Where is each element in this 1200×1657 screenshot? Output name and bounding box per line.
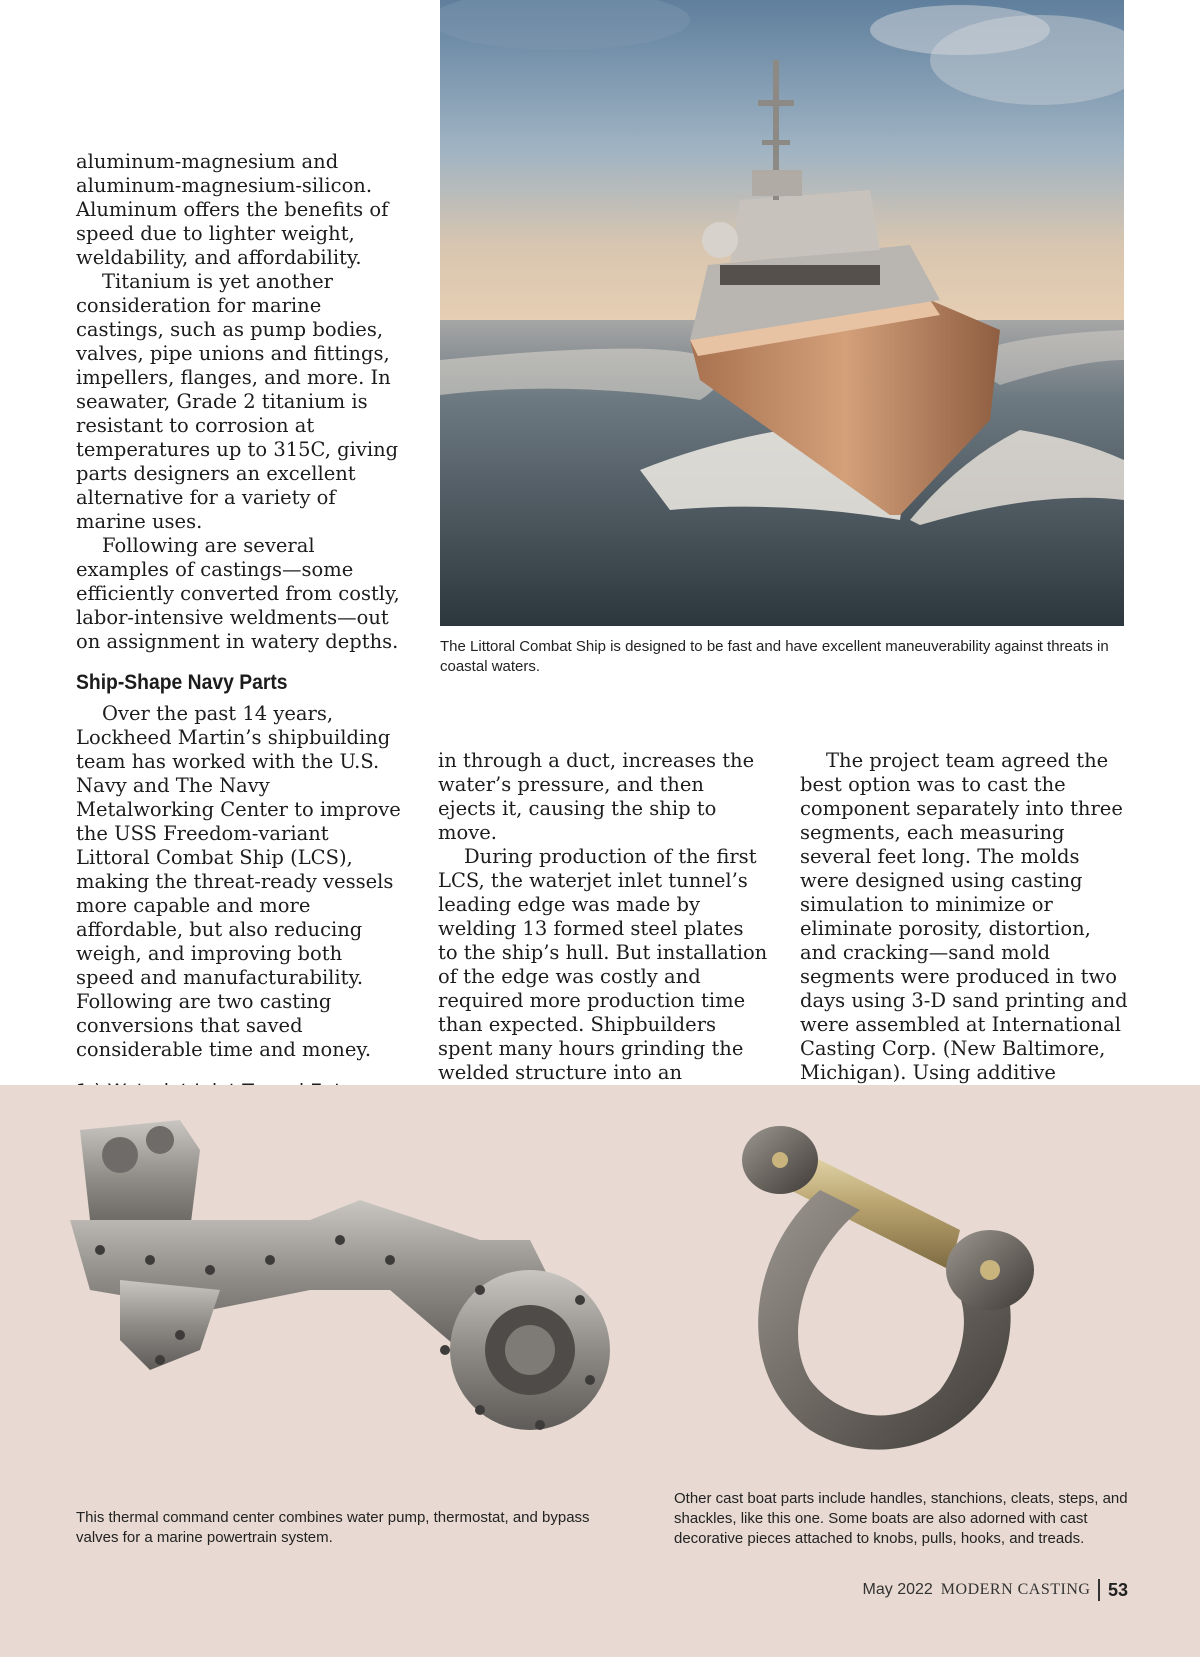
page-footer xyxy=(828,1577,1128,1603)
paragraph: During production of the first LCS, the waterjet inlet tunnel’s leading edge was made by welding 13 formed steel plates to the ship’s hull. But installation of the edge was costly and required more production time than expected. Shipbuilders spent many hours grinding the welded structure into an xyxy=(438,845,768,1084)
paragraph: Titanium is yet another consideration for marine castings, such as pump bodies, valves, pipe unions and fittings, impellers, flanges, and more. In seawater, Grade 2 titanium is resistant to corrosion at temperatures up to 315C, giving parts designers an excellent alternative for a variety of marine uses. xyxy=(76,270,399,533)
page-number: 53 xyxy=(1107,1579,1128,1600)
shackle-photo xyxy=(720,1110,1080,1490)
thermal-command-center-photo xyxy=(60,1120,660,1480)
footer-divider xyxy=(1098,1579,1100,1601)
paragraph: Over the past 14 years, Lockheed Martin’s shipbuilding team has worked with the U.S. Navy and The Navy Metalworking Center to improve the USS Freedom-variant Littoral Combat Ship (LCS), making the threat-ready vessels more capable and more affordable, but also reducing weigh, and improving both speed and manufacturability. Following are two casting conversions that saved considerable time and money. xyxy=(76,702,401,1061)
article-column-3 xyxy=(800,749,1130,1133)
issue-date: May 2022 xyxy=(862,1581,933,1598)
paragraph: The project team agreed the best option was to cast the component separately into three segments, each measuring several feet long. The molds were designed using casting simulation to minimize or eliminate porosity, distortion, and cracking—sand mold segments were produced in two days using 3-D sand printing and were assembled at International Casting Corp. (New Baltimore, Michigan). Using additive xyxy=(800,749,1128,1084)
paragraph: aluminum-magnesium and aluminum-magnesium-silicon. Aluminum offers the benefits of speed due to lighter weight, weldability, and affordability. xyxy=(76,150,389,269)
paragraph: in through a duct, increases the water’s pressure, and then ejects it, causing the ship to move. xyxy=(438,749,755,844)
paragraph: Following are several examples of castings—some efficiently converted from costly, labor-intensive weldments—out on assignment in watery depths. xyxy=(76,534,400,653)
magazine-name: MODERN CASTING xyxy=(940,1581,1091,1598)
ship-photo xyxy=(440,0,1124,626)
article-column-2 xyxy=(438,749,768,1109)
section-heading: Ship-Shape Navy Parts xyxy=(76,671,288,694)
ship-photo-caption: The Littoral Combat Ship is designed to be fast and have excellent maneuverability against threats in coastal waters. xyxy=(440,638,1109,675)
shackle-caption: Other cast boat parts include handles, stanchions, cleats, steps, and shackles, like this one. Some boats are also adorned with cast decorative pieces attached to knobs, pulls, hooks, and treads. xyxy=(674,1490,1128,1547)
thermal-command-center-caption: This thermal command center combines water pump, thermostat, and bypass valves for a marine powertrain system. xyxy=(76,1509,590,1546)
